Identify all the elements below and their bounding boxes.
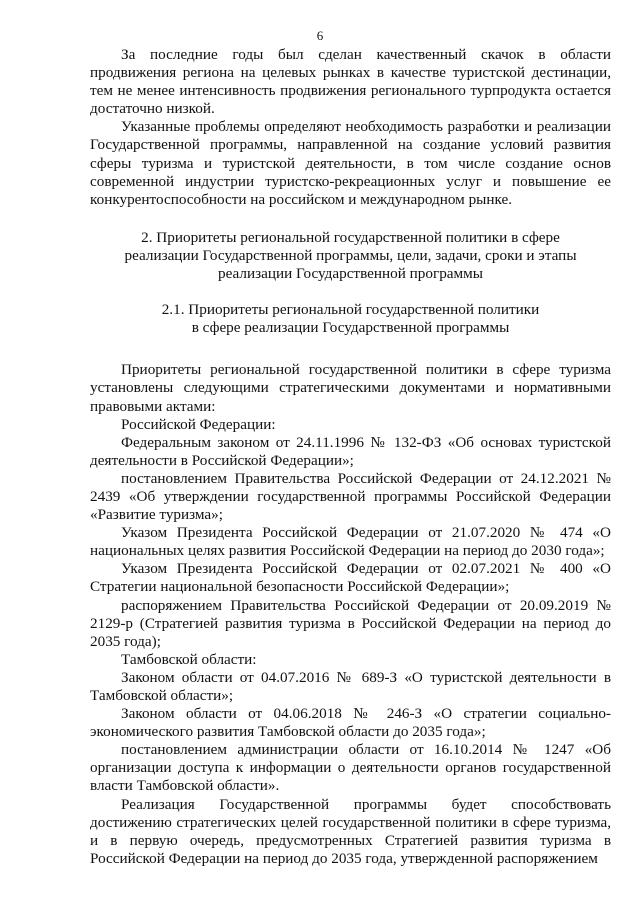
section-heading-line: реализации Государственной программы, цели, задачи, сроки и этапы [124, 246, 577, 264]
paragraph-promotion: За последние годы был сделан качественный скачок в области продвижения региона на целевых рынках в качестве туристской дестинации, тем не менее интенсивность продвижения регионального турпродукта остается достаточно низкой. [90, 46, 611, 118]
tambov-item: Законом области от 04.06.2018 № 246-З «О стратегии социально-экономического развития Тамбовской области до 2035 года»; [90, 705, 611, 741]
rf-item: Указом Президента Российской Федерации от 21.07.2020 № 474 «О национальных целях развития Российской Федерации на период до 2030 года»; [90, 524, 611, 560]
paragraph-problems: Указанные проблемы определяют необходимость разработки и реализации Государственной программы, направленной на создание условий развития сферы туризма и туристской деятельности, в том числе создание основ современной индустрии туристско-рекреационных услуг и повышение ее конкурентоспособности на российском и международном рынке. [90, 118, 611, 208]
tambov-item: Законом области от 04.07.2016 № 689-З «О туристской деятельности в Тамбовской области»; [90, 668, 611, 704]
rf-item: Указом Президента Российской Федерации от 02.07.2021 № 400 «О Стратегии национальной безопасности Российской Федерации»; [90, 560, 611, 596]
section-heading-line: реализации Государственной программы [218, 265, 483, 283]
section-heading-line: 2. Приоритеты региональной государственной политики в сфере [141, 228, 560, 246]
page-number: 6 [316, 28, 324, 43]
rf-item: Федеральным законом от 24.11.1996 № 132-ФЗ «Об основах туристской деятельности в Российской Федерации»; [90, 433, 611, 469]
rf-label: Российской Федерации: [121, 415, 276, 433]
tambov-label: Тамбовской области: [121, 650, 257, 668]
page-content [90, 46, 611, 868]
subsection-heading [90, 301, 611, 337]
paragraph-intro: Приоритеты региональной государственной политики в сфере туризма установлены следующими стратегическими документами и нормативными правовыми актами: [90, 361, 611, 415]
rf-item: постановлением Правительства Российской Федерации от 24.12.2021 № 2439 «Об утверждении государственной программы Российской Федерации «Развитие туризма»; [90, 469, 611, 524]
subsection-heading-line: 2.1. Приоритеты региональной государственной политики [161, 301, 540, 319]
subsection-heading-line: в сфере реализации Государственной программы [191, 319, 510, 337]
rf-item: распоряжением Правительства Российской Федерации от 20.09.2019 № 2129-р (Стратегией развития туризма в Российской Федерации на период до 2035 года); [90, 596, 611, 650]
section-heading [90, 229, 611, 283]
paragraph-closing: Реализация Государственной программы будет способствовать достижению стратегических целей государственной политики в сфере туризма, и в первую очередь, предусмотренных Стратегией развития туризма в Российской Федерации на период до 2035 года, утвержденной распоряжением [90, 795, 611, 867]
tambov-item: постановлением администрации области от 16.10.2014 № 1247 «Об организации доступа к информации о деятельности органов государственной власти Тамбовской области». [90, 741, 611, 795]
